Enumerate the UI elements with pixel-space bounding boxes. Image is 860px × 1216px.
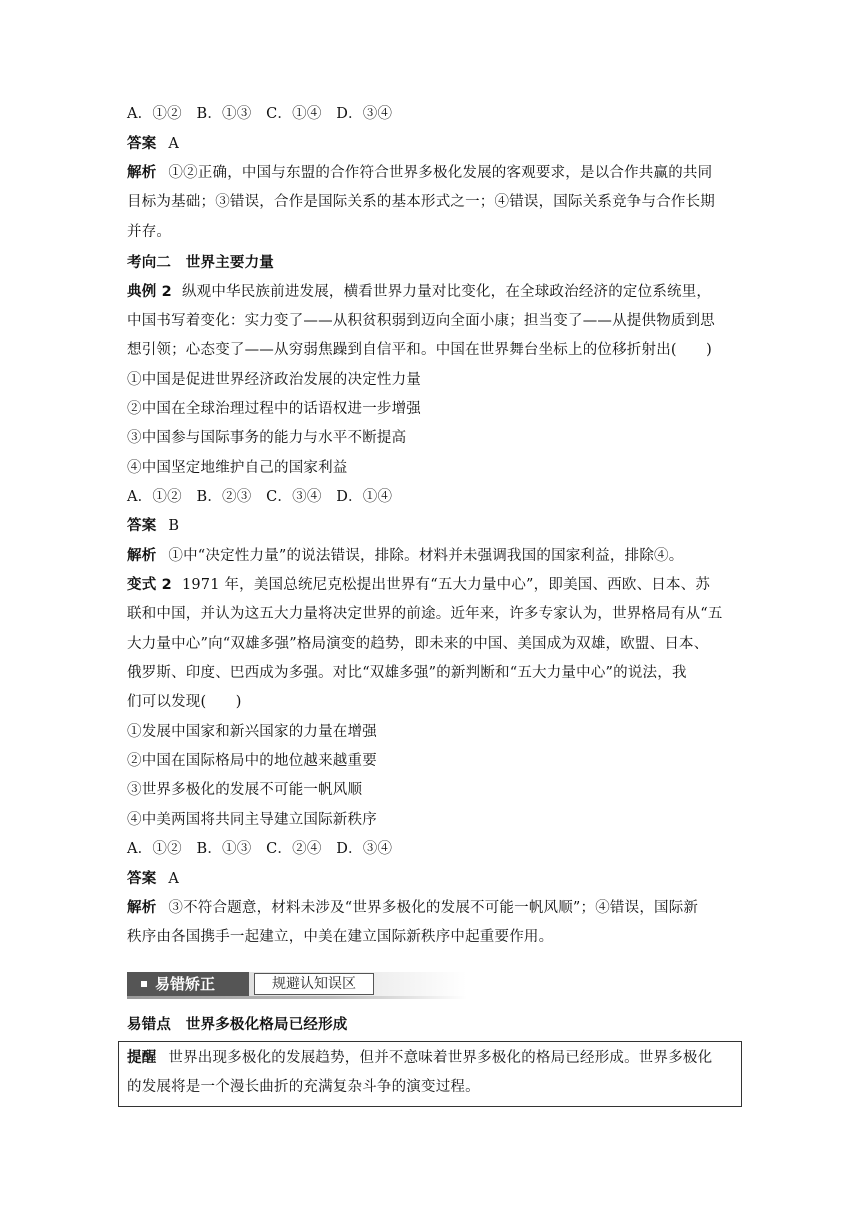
prev-answer [127,134,747,154]
prev-analysis-line-3: 并存。 [127,224,172,240]
variant-item-4: ④中美两国将共同主导建立国际新秩序 [127,812,377,828]
prev-analysis-line-2: 目标为基础；③错误，合作是国际关系的基本形式之一；④错误，国际关系竞争与合作长期 [127,194,715,210]
answer-label: 答案 [127,871,157,887]
variant-stem-line-2: 联和中国，并认为这五大力量将决定世界的前途。近年来，许多专家认为，世界格局有从“五 [127,606,723,622]
variant-stem-line-3: 大力量中心”向“双雄多强”格局演变的趋势，即未来的中国、美国成为双雄，欧盟、日本、 [127,636,709,652]
variant-item-1: ①发展中国家和新兴国家的力量在增强 [127,724,377,740]
example-item-1: ①中国是促进世界经济政治发展的决定性力量 [127,372,421,388]
example-item-3: ③中国参与国际事务的能力与水平不断提高 [127,430,407,446]
analysis-label: 解析 [127,548,157,564]
square-bullet-icon [141,981,147,987]
tip-label: 提醒 [127,1050,157,1066]
prev-options: A．①② B．①③ C．①④ D．③④ [127,106,393,122]
answer-label: 答案 [127,136,157,152]
answer-value: A [168,871,180,887]
tip-line-1: 提醒 世界出现多极化的发展趋势，但并不意味着世界多极化的格局已经形成。世界多极化 [127,1050,713,1066]
error-point-title: 易错点 世界多极化格局已经形成 [127,1017,348,1033]
variant-item-2: ②中国在国际格局中的地位越来越重要 [127,753,377,769]
analysis-label: 解析 [127,165,157,181]
section-title: 考向二 世界主要力量 [127,255,274,271]
variant-stem-line-5: 们可以发现( ) [127,694,242,710]
variant-stem-line-1: 变式 2 1971 年，美国总统尼克松提出世界有“五大力量中心”，即美国、西欧、日本、苏 [127,577,711,593]
variant-item-3: ③世界多极化的发展不可能一帆风顺 [127,782,363,798]
banner-light-label: 规避认知误区 [254,973,374,995]
example-answer [127,516,747,536]
section-banner [127,972,467,998]
variant-options: A．①② B．①③ C．②④ D．③④ [127,841,393,857]
tip-box [118,1041,742,1107]
variant-analysis-line-1: 解析 ③不符合题意，材料未涉及“世界多极化的发展不可能一帆风顺”；④错误，国际新 [127,900,699,916]
answer-label: 答案 [127,518,157,534]
example-stem-line-3: 想引领；心态变了——从穷弱焦躁到自信平和。中国在世界舞台坐标上的位移折射出( ) [127,342,713,358]
variant-label: 变式 2 [127,577,172,593]
variant-stem-line-4: 俄罗斯、印度、巴西成为多强。对比“双雄多强”的新判断和“五大力量中心”的说法，我 [127,665,687,681]
banner-underline [127,996,467,999]
example-stem-line-2: 中国书写着变化：实力变了——从积贫积弱到迈向全面小康；担当变了——从提供物质到思 [127,313,715,329]
example-item-2: ②中国在全球治理过程中的话语权进一步增强 [127,401,421,417]
variant-analysis-line-2: 秩序由各国携手一起建立，中美在建立国际新秩序中起重要作用。 [127,929,554,945]
example-item-4: ④中国坚定地维护自己的国家利益 [127,460,348,476]
answer-value: A [168,136,180,152]
prev-analysis-line-1: 解析 ①②正确，中国与东盟的合作符合世界多极化发展的客观要求，是以合作共赢的共同 [127,165,713,181]
analysis-label: 解析 [127,900,157,916]
tip-line-2: 的发展将是一个漫长曲折的充满复杂斗争的演变过程。 [127,1079,480,1095]
example-label: 典例 2 [127,284,172,300]
answer-value: B [168,518,180,534]
example-options: A．①② B．②③ C．③④ D．①④ [127,489,393,505]
example-analysis-line-1: 解析 ①中“决定性力量”的说法错误，排除。材料并未强调我国的国家利益，排除④。 [127,548,684,564]
example-stem-line-1: 典例 2 纵观中华民族前进发展，横看世界力量对比变化，在全球政治经济的定位系统里， [127,284,712,300]
variant-answer [127,869,747,889]
banner-dark-label: 易错矫正 [127,972,249,996]
